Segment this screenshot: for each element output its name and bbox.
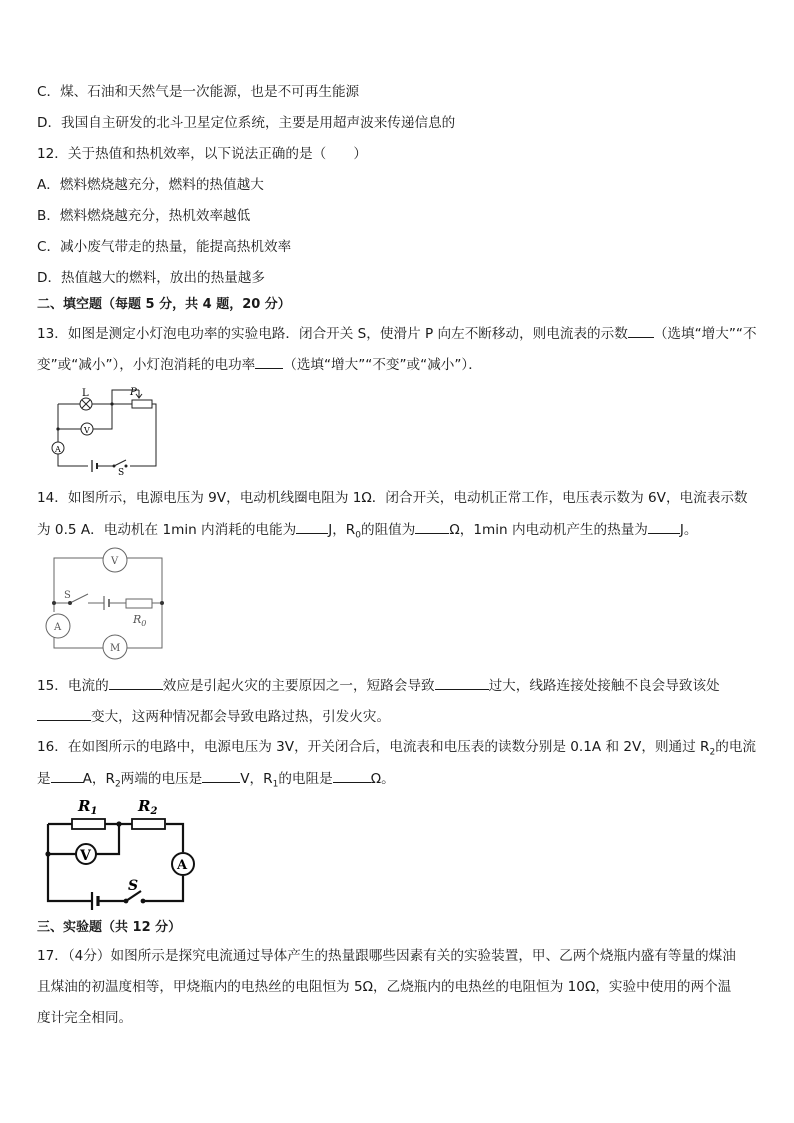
q11-option-c: C．煤、石油和天然气是一次能源，也是不可再生能源	[37, 84, 360, 100]
q16-text-2e: 的电阻是	[278, 771, 333, 787]
q16-switch-label: S	[128, 878, 139, 894]
q13-text-1a: 13．如图是测定小灯泡电功率的实验电路．闭合开关 S，使滑片 P 向左不断移动，则电流表的示数	[37, 326, 628, 342]
q14-voltmeter-label: V	[111, 556, 119, 567]
q13-voltmeter-label: V	[84, 426, 90, 435]
q14-circuit-diagram	[40, 548, 170, 664]
q14-line-1: 14．如图所示，电源电压为 9V，电动机线圈电阻为 1Ω．闭合开关，电动机正常工作，电压表示数为 6V，电流表示数	[37, 490, 748, 506]
q12-option-c: C．减小废气带走的热量，能提高热机效率	[37, 239, 292, 255]
q16-text-2a: 是	[37, 771, 51, 787]
q14-text-2b: J，R	[328, 522, 356, 538]
q13-line-1	[37, 323, 757, 344]
q16-text-2d: V，R	[240, 771, 273, 787]
q14-text-2d: Ω，1min 内电动机产生的热量为	[449, 522, 648, 538]
q16-line-2	[37, 768, 395, 795]
q12-option-a: A．燃料燃烧越充分，燃料的热值越大	[37, 177, 264, 193]
q15-text-1a: 15．电流的	[37, 678, 109, 694]
q14-switch-label: S	[64, 590, 71, 601]
q16-text-2f: Ω。	[370, 771, 395, 787]
q14-motor-label: M	[110, 643, 121, 654]
section-2-title: 二、填空题（每题 5 分，共 4 题，20 分）	[37, 297, 291, 312]
q14-resistor-label: $R_0$	[133, 613, 147, 628]
q14-subscript: 0	[355, 530, 361, 541]
q14-ammeter-label: A	[54, 622, 62, 633]
q16-ammeter-label: A	[177, 858, 188, 873]
q16-r2-label: $R_2$	[138, 797, 158, 817]
q16-circuit-diagram	[40, 794, 200, 914]
q14-line-2	[37, 519, 698, 546]
q13-blank-1[interactable]	[628, 323, 654, 338]
q16-subscript-3: 1	[272, 779, 279, 790]
q16-voltmeter-label: V	[80, 848, 91, 864]
q14-blank-1[interactable]	[296, 519, 328, 534]
q16-subscript-1: 2	[709, 747, 716, 758]
q13-blank-2[interactable]	[255, 354, 283, 369]
q17-line-3: 度计完全相同。	[37, 1010, 133, 1026]
q13-text-1b: （选填“增大”“不	[653, 326, 757, 342]
q15-blank-1[interactable]	[109, 675, 163, 690]
q16-blank-3[interactable]	[333, 768, 371, 783]
q15-line-1	[37, 675, 720, 696]
q14-text-2a: 为 0.5 A．电动机在 1min 内消耗的电能为	[37, 522, 297, 538]
q13-slider-label: P	[130, 387, 137, 398]
q14-text-2e: J。	[679, 522, 698, 538]
q13-text-2b: （选填“增大”“不变”或“减小”）．	[283, 357, 482, 373]
q13-lamp-label: L	[82, 388, 89, 399]
q12-option-b: B．燃料燃烧越充分，热机效率越低	[37, 208, 251, 224]
q15-text-2b: 变大，这两种情况都会导致电路过热，引发火灾。	[91, 709, 391, 725]
q13-switch-label: S	[118, 468, 125, 478]
q16-text-2c: 两端的电压是	[120, 771, 203, 787]
q16-r1-label: $R_1$	[78, 797, 98, 817]
q13-ammeter-label: A	[55, 445, 61, 454]
q17-line-1: 17．（4分）如图所示是探究电流通过导体产生的热量跟哪些因素有关的实验装置，甲、乙两个烧瓶内盛有等量的煤油	[37, 948, 736, 964]
q15-blank-2[interactable]	[435, 675, 489, 690]
q16-subscript-2: 2	[114, 779, 121, 790]
q11-option-d: D．我国自主研发的北斗卫星定位系统，主要是用超声波来传递信息的	[37, 115, 456, 131]
q16-line-1	[37, 737, 756, 763]
q15-text-1c: 过大，线路连接处接触不良会导致该处	[488, 678, 720, 694]
q12-stem: 12．关于热值和热机效率，以下说法正确的是（ ）	[37, 146, 367, 162]
q15-line-2	[37, 706, 390, 727]
q17-line-2: 且煤油的初温度相等，甲烧瓶内的电热丝的电阻恒为 5Ω，乙烧瓶内的电热丝的电阻恒为 10Ω，实验中使用的两个温	[37, 979, 732, 995]
q14-blank-3[interactable]	[648, 519, 680, 534]
q13-circuit-diagram	[46, 384, 166, 476]
q16-blank-2[interactable]	[202, 768, 240, 783]
q14-blank-2[interactable]	[415, 519, 449, 534]
q13-line-2	[37, 354, 482, 375]
section-3-title: 三、实验题（共 12 分）	[37, 920, 182, 935]
q16-text-1b: 的电流	[715, 739, 757, 755]
q16-text-2b: A，R	[82, 771, 115, 787]
q14-text-2c: 的阻值为	[361, 522, 416, 538]
q15-text-1b: 效应是引起火灾的主要原因之一，短路会导致	[162, 678, 435, 694]
q15-blank-3[interactable]	[37, 706, 91, 721]
q16-blank-1[interactable]	[51, 768, 83, 783]
q13-text-2a: 变”或“减小”），小灯泡消耗的电功率	[37, 357, 256, 373]
q16-text-1a: 16．在如图所示的电路中，电源电压为 3V，开关闭合后，电流表和电压表的读数分别是 0.1A 和 2V，则通过 R	[37, 739, 710, 755]
q12-option-d: D．热值越大的燃料，放出的热量越多	[37, 270, 265, 286]
